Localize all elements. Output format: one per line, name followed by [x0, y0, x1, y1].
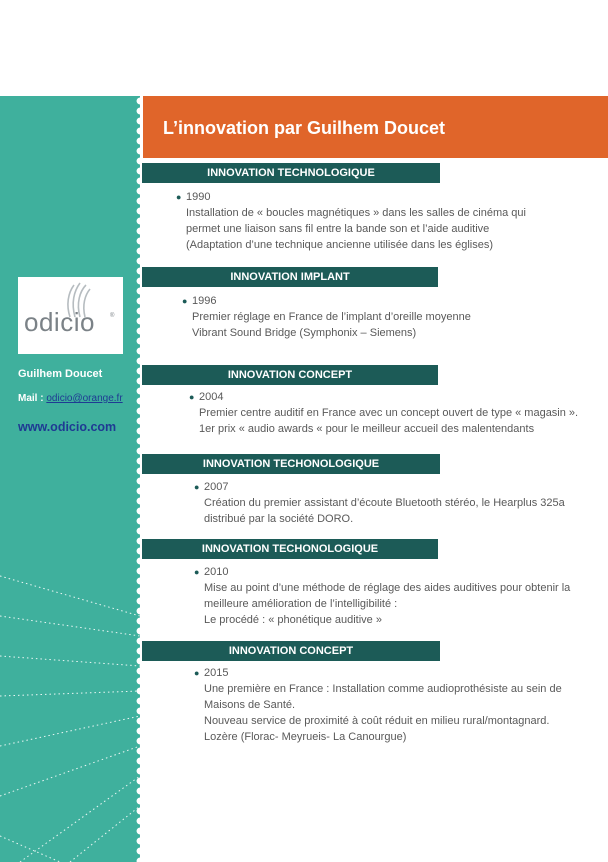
logo-text: odicio: [24, 307, 95, 337]
entry-line: (Adaptation d’une technique ancienne utilisée dans les églises): [186, 239, 493, 251]
bullet-icon: ●: [194, 482, 200, 492]
entry-line: Mise au point d’une méthode de réglage des aides auditives pour obtenir la: [204, 582, 571, 594]
section-title-2: INNOVATION IMPLANT: [142, 267, 438, 287]
logo-registered-mark: ®: [110, 313, 115, 319]
entry-year: 1996: [192, 295, 217, 307]
entry-line: distribué par la société DORO.: [204, 513, 354, 525]
perforated-edge: [134, 96, 146, 862]
entry-line: Maisons de Santé.: [204, 699, 296, 711]
entry-5: [194, 564, 604, 628]
decorative-lines: [0, 96, 140, 862]
bullet-icon: ●: [194, 567, 200, 577]
entry-6: [194, 665, 604, 745]
entry-line: Premier réglage en France de l’implant d’oreille moyenne: [192, 311, 471, 323]
header-banner: [143, 96, 608, 158]
entry-line: 1er prix « audio awards « pour le meilleur accueil des malentendants: [199, 423, 535, 435]
entry-year: 1990: [186, 191, 211, 203]
page-title: L’innovation par Guilhem Doucet: [163, 118, 446, 138]
entry-line: Une première en France : Installation comme audioprothésiste au sein de: [204, 683, 562, 695]
entry-2: [182, 293, 592, 341]
bullet-icon: ●: [194, 668, 200, 678]
bullet-icon: ●: [176, 192, 182, 202]
entry-year: 2007: [204, 481, 229, 493]
person-name: Guilhem Doucet: [18, 368, 103, 380]
section-title-4: INNOVATION TECHONOLOGIQUE: [142, 454, 440, 474]
entry-year: 2015: [204, 667, 229, 679]
entry-line: Création du premier assistant d’écoute Bluetooth stéréo, le Hearplus 325a: [204, 497, 565, 509]
entry-line: Lozère (Florac- Meyrueis- La Canourgue): [204, 731, 407, 743]
entry-year: 2004: [199, 391, 224, 403]
entry-line: permet une liaison sans fil entre la bande son et l’aide auditive: [186, 223, 490, 235]
entry-line: Premier centre auditif en France avec un concept ouvert de type « magasin ».: [199, 407, 579, 419]
entry-line: Vibrant Sound Bridge (Symphonix – Siemens): [192, 327, 417, 339]
entry-line: Installation de « boucles magnétiques » dans les salles de cinéma qui: [186, 207, 526, 219]
entry-line: Nouveau service de proximité à coût réduit en milieu rural/montagnard.: [204, 715, 550, 727]
section-title-3: INNOVATION CONCEPT: [142, 365, 438, 385]
section-title-5: INNOVATION TECHONOLOGIQUE: [142, 539, 438, 559]
section-title-1: INNOVATION TECHNOLOGIQUE: [142, 163, 440, 183]
bullet-icon: ●: [182, 296, 188, 306]
entry-year: 2010: [204, 566, 229, 578]
website-link[interactable]: www.odicio.com: [18, 420, 117, 434]
entry-line: Le procédé : « phonétique auditive »: [204, 614, 382, 626]
entry-3: [189, 389, 599, 437]
sidebar: [0, 96, 140, 862]
logo: [18, 277, 123, 354]
entry-line: meilleure amélioration de l’intelligibilité :: [204, 598, 398, 610]
mail-line: [18, 393, 123, 404]
section-title-6: INNOVATION CONCEPT: [142, 641, 440, 661]
mail-link[interactable]: odicio@orange.fr: [46, 393, 123, 404]
bullet-icon: ●: [189, 392, 195, 402]
mail-label: Mail :: [18, 393, 44, 404]
entry-4: [194, 479, 604, 527]
entry-1: [176, 189, 586, 253]
